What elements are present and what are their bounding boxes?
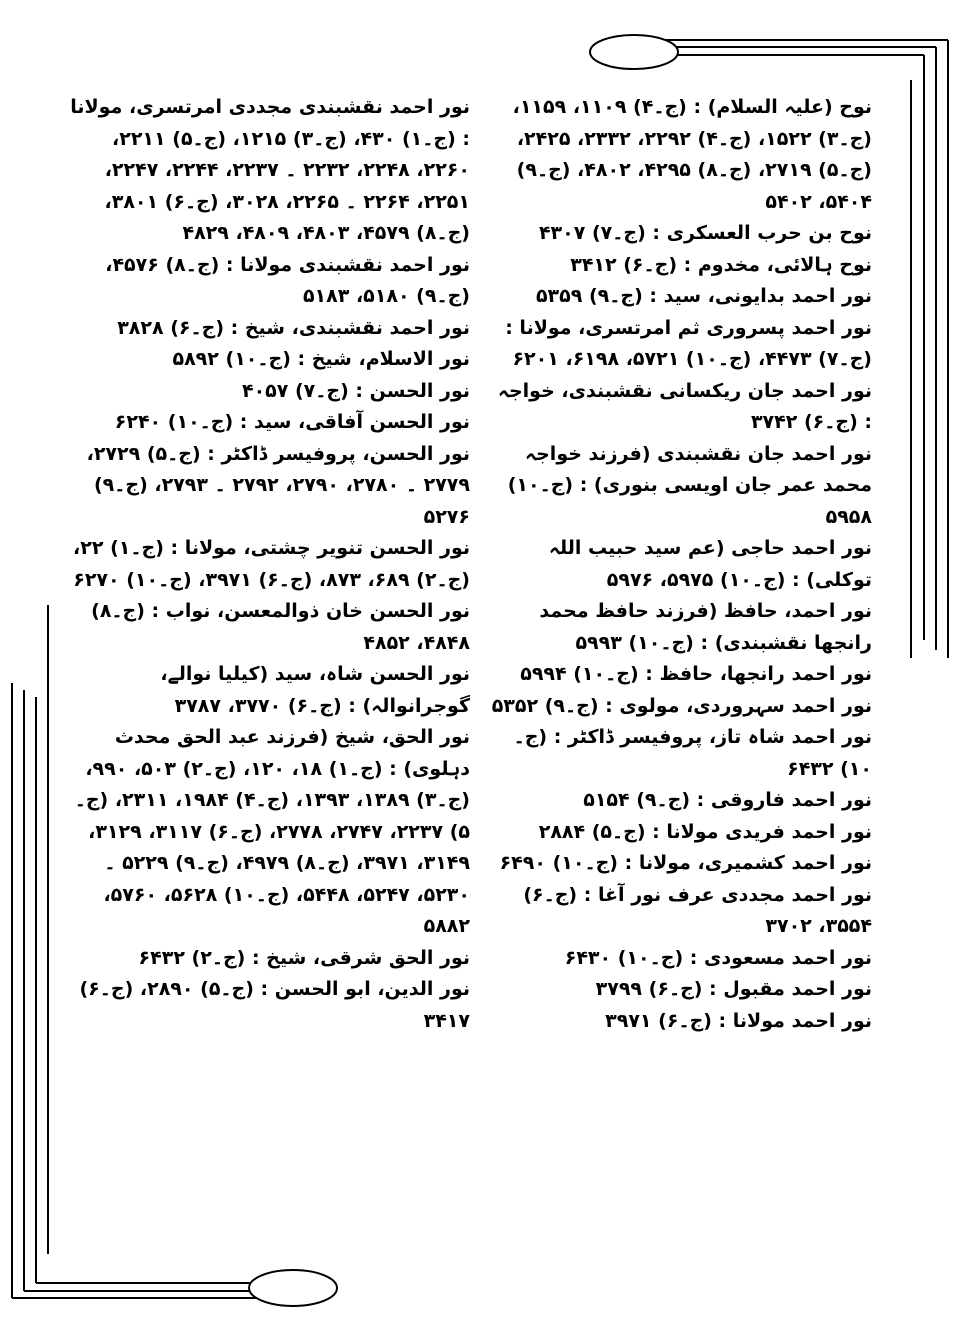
index-entry: نور الحسن، پروفیسر ڈاکٹر : (ج۔۵) ۲۷۲۹، ۲۷۷۹ ۔ ۲۷۸۰، ۲۷۹۰، ۲۷۹۲ ۔ ۲۷۹۳، (ج۔۹) ۵۲۷۶: [86, 442, 470, 528]
index-entry: نور الحسن خان ذوالمعسن، نواب : (ج۔۸) ۴۸۴۸، ۴۸۵۲: [91, 600, 470, 654]
index-entry: نور احمد مقبول : (ج۔۶) ۳۷۹۹: [595, 978, 872, 1000]
index-entry: نور احمد، حافظ (فرزند حافظ محمد رانجھا نقشبندی) : (ج۔۱۰) ۵۹۹۳: [539, 600, 872, 654]
index-entry: نور احمد کشمیری، مولانا : (ج۔۱۰) ۶۴۹۰: [499, 852, 872, 874]
index-entry: نور احمد مسعودی : (ج۔۱۰) ۶۴۳۰: [564, 946, 872, 969]
index-entry: نور احمد شاہ تاز، پروفیسر ڈاکٹر : (ج۔۱۰) ۶۴۳۲: [513, 726, 872, 780]
index-entry: نور احمد سہروردی، مولوی : (ج۔۹) ۵۳۵۲: [491, 694, 872, 717]
index-entry: نور احمد نقشبندی مولانا : (ج۔۸) ۴۵۷۶، (ج۔۹) ۵۱۸۰، ۵۱۸۳: [105, 253, 470, 307]
index-entry: نور احمد فاروقی : (ج۔۹) ۵۱۵۴: [583, 789, 872, 811]
index-entry: نور احمد جان ریکسانی نقشبندی، خواجہ : (ج۔۶) ۳۷۴۲: [497, 379, 872, 433]
index-entry: نوح ہالائی، مخدوم : (ج۔۶) ۳۴۱۲: [570, 253, 872, 276]
index-entry: نور احمد مولانا : (ج۔۶) ۳۹۷۱: [605, 1009, 872, 1032]
index-entry: نور احمد پسروری ثم امرتسری، مولانا : (ج۔۷) ۴۴۷۳، (ج۔۱۰) ۵۷۲۱، ۶۱۹۸، ۶۲۰۱: [505, 316, 872, 370]
top-ornament-oval: [590, 35, 678, 69]
index-entry: نور الحسن شاہ، سید (کیلیا نوالے، گوجرانوالہ) : (ج۔۶) ۳۷۷۰، ۳۷۸۷: [160, 663, 470, 717]
index-entry: نور احمد نقشبندی مجددی امرتسری، مولانا : (ج۔۱) ۴۳۰، (ج۔۳) ۱۲۱۵، (ج۔۵) ۲۲۱۱، ۲۲۶۰، ۲۲۴۸، ۲۲۳۲ ۔ ۲۲۳۷، ۲۲۴۴، ۲۲۴۷، ۲۲۵۱، ۲۲۶۴ ۔ ۲۲۶۵، ۳۰۲۸، (ج۔۶) ۳۸۰۱، (ج۔۸) ۴۵۷۹، ۴۸۰۳، ۴۸۰۹، ۴۸۲۹: [70, 96, 470, 244]
index-entry: نور الحسن : (ج۔۷) ۴۰۵۷: [241, 379, 470, 402]
index-entry: نور احمد جان نقشبندی (فرزند خواجہ محمد عمر جان اویسی بنوری) : (ج۔۱۰) ۵۹۵۸: [507, 442, 872, 528]
index-entry: نور احمد مجددی عرف نور آغا : (ج۔۶) ۳۵۵۴، ۳۷۰۲: [523, 883, 872, 937]
index-entry: نور احمد بدایونی، سید : (ج۔۹) ۵۳۵۹: [535, 285, 872, 307]
index-entry: نور احمد حاجی (عم سید حبیب اللہ توکلی) : (ج۔۱۰) ۵۹۷۵، ۵۹۷۶: [548, 537, 872, 591]
index-entry: نور احمد رانجھا، حافظ : (ج۔۱۰) ۵۹۹۴: [520, 663, 872, 685]
left-index-column: [70, 92, 470, 1037]
index-entry: نور احمد نقشبندی، شیخ : (ج۔۶) ۳۸۲۸: [117, 316, 470, 339]
index-entry: نور الحق شرقی، شیخ : (ج۔۲) ۶۴۳۲: [138, 946, 470, 969]
index-entry: نور الاسلام، شیخ : (ج۔۱۰) ۵۸۹۲: [172, 348, 470, 370]
index-entry: نور الحسن تنویر چشتی، مولانا : (ج۔۱) ۲۲، (ج۔۲) ۶۸۹، ۸۷۳، (ج۔۶) ۳۹۷۱، (ج۔۱۰) ۶۲۷۰: [73, 537, 470, 591]
right-index-column: [487, 92, 872, 1037]
index-entry: نوح بن حرب العسکری : (ج۔۷) ۴۳۰۷: [538, 222, 872, 244]
index-entry: نور احمد فریدی مولانا : (ج۔۵) ۲۸۸۴: [538, 820, 872, 843]
index-entry: نور الحق، شیخ (فرزند عبد الحق محدث دہلوی) : (ج۔۱) ۱۸، ۱۲۰، (ج۔۲) ۵۰۳، ۹۹۰، (ج۔۳) ۱۳۸۹، ۱۳۹۳، (ج۔۴) ۱۹۸۴، ۲۳۱۱، (ج۔۵) ۲۲۳۷، ۲۷۴۷، ۲۷۷۸، (ج۔۶) ۳۱۱۷، ۳۱۲۹، ۳۱۴۹، ۳۹۷۱، (ج۔۸) ۴۹۷۹، (ج۔۹) ۵۲۲۹ ۔ ۵۲۳۰، ۵۲۴۷، ۵۴۴۸، (ج۔۱۰) ۵۶۲۸، ۵۷۶۰، ۵۸۸۲: [74, 726, 470, 937]
bottom-ornament-oval: [249, 1270, 337, 1306]
index-entry: نوح (علیہ السلام) : (ج۔۴) ۱۱۰۹، ۱۱۵۹، (ج۔۳) ۱۵۲۲، (ج۔۴) ۲۲۹۲، ۲۳۳۲، ۲۴۲۵، (ج۔۵) ۲۷۱۹، (ج۔۸) ۴۲۹۵، ۴۸۰۲، (ج۔۹) ۵۴۰۴، ۵۴۰۲: [512, 96, 872, 213]
index-entry: نور الدین، ابو الحسن : (ج۔۵) ۲۸۹۰، (ج۔۶) ۳۴۱۷: [79, 978, 470, 1032]
index-entry: نور الحسن آفاقی، سید : (ج۔۱۰) ۶۲۴۰: [114, 411, 470, 433]
